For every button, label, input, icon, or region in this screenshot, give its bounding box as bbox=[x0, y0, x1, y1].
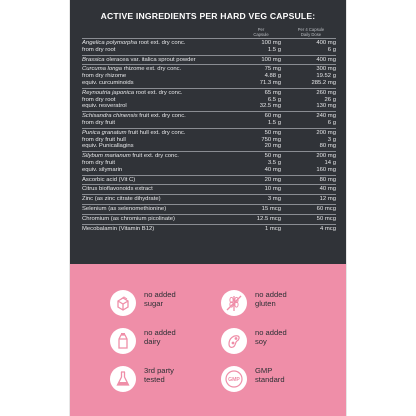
ingredient-row bbox=[82, 204, 336, 214]
claim-no-sugar bbox=[110, 288, 230, 328]
soy-bean-icon bbox=[221, 328, 247, 354]
claim-no-gluten bbox=[221, 288, 341, 328]
per-capsule-value: 15 mcg bbox=[261, 205, 281, 212]
ingredient-name bbox=[82, 47, 115, 54]
ingredient-row bbox=[82, 214, 336, 224]
ingredient-name bbox=[82, 80, 134, 87]
ingredient-line bbox=[82, 167, 336, 174]
ingredient-description: fruit hull ext. dry conc. bbox=[126, 129, 186, 136]
ingredient-description: fruit ext. dry conc. bbox=[137, 113, 186, 120]
botanical-name: Curcuma longa bbox=[82, 66, 122, 73]
ingredient-row bbox=[82, 224, 336, 234]
claim-line2: standard bbox=[255, 374, 285, 384]
claim-line1: no added bbox=[255, 328, 287, 337]
ingredient-row bbox=[82, 55, 336, 65]
per-capsule-value: 50 mg bbox=[264, 153, 281, 160]
ingredient-name bbox=[82, 153, 179, 160]
ingredient-line bbox=[82, 80, 336, 87]
supplement-box-panel bbox=[70, 0, 346, 416]
claim-line1: no added bbox=[144, 328, 176, 337]
ingredient-line bbox=[82, 113, 336, 120]
ingredient-row bbox=[82, 64, 336, 87]
daily-dose-value: 26 g bbox=[324, 96, 336, 103]
ingredient-description: Mecobalamin (Vitamin B12) bbox=[82, 225, 155, 232]
claim-line2: gluten bbox=[255, 298, 276, 308]
ingredient-name bbox=[82, 97, 115, 104]
ingredient-description: from dry rhizome bbox=[82, 73, 127, 80]
claim-third-party-tested bbox=[110, 364, 230, 404]
ingredient-line bbox=[82, 206, 336, 213]
per-capsule-value: 1.5 g bbox=[267, 46, 281, 53]
sugar-cube-icon bbox=[110, 290, 136, 316]
ingredient-description: equiv. curcuminoids bbox=[82, 79, 134, 86]
claim-line1: no added bbox=[255, 290, 287, 299]
ingredient-name bbox=[82, 226, 154, 233]
botanical-name: Reynoutria japonica bbox=[82, 89, 135, 96]
ingredient-row bbox=[82, 184, 336, 194]
per-capsule-value: 3.5 g bbox=[267, 159, 281, 166]
per-capsule-value: 50 mg bbox=[264, 129, 281, 136]
ingredient-name bbox=[82, 120, 115, 127]
ingredient-name bbox=[82, 113, 186, 120]
daily-dose-value: 200 mg bbox=[316, 153, 336, 160]
ingredient-name bbox=[82, 186, 153, 193]
ingredient-line bbox=[82, 216, 336, 223]
per-capsule-value: 65 mg bbox=[264, 89, 281, 96]
per-capsule-value: 12.5 mcg bbox=[256, 215, 281, 222]
daily-dose-value: 6 g bbox=[327, 119, 336, 126]
ingredient-description: Citrus bioflavonoids extract bbox=[82, 186, 153, 193]
per-capsule-value: 1 mcg bbox=[264, 225, 281, 232]
wheat-icon bbox=[221, 290, 247, 316]
claim-line2: soy bbox=[255, 336, 267, 346]
daily-dose-value: 285.2 mg bbox=[311, 79, 336, 86]
per-capsule-value: 4.88 g bbox=[264, 73, 281, 80]
ingredient-name bbox=[82, 57, 196, 64]
ingredient-line bbox=[82, 103, 336, 110]
per-capsule-value: 100 mg bbox=[261, 40, 281, 46]
claim-line1: 3rd party bbox=[144, 366, 174, 375]
ingredient-description: Selenium (as selenomethionine) bbox=[82, 205, 167, 212]
ingredient-description: from dry fruit bbox=[82, 159, 116, 166]
botanical-name: Brassica bbox=[82, 56, 105, 63]
daily-dose-value: 6 g bbox=[327, 46, 336, 53]
ingredient-description: from dry root bbox=[82, 46, 116, 53]
ingredient-row bbox=[82, 88, 336, 111]
per-capsule-value: 3 mg bbox=[267, 196, 281, 203]
per-capsule-value: 20 mg bbox=[264, 176, 281, 183]
ingredient-description: from dry fruit hull bbox=[82, 136, 126, 143]
ingredient-line bbox=[82, 177, 336, 184]
milk-carton-icon bbox=[110, 328, 136, 354]
daily-dose-value: 400 mg bbox=[316, 40, 336, 46]
daily-dose-value: 60 mcg bbox=[316, 205, 336, 212]
claim-line1: no added bbox=[144, 290, 176, 299]
ingredient-row bbox=[82, 38, 336, 55]
daily-dose-value: 240 mg bbox=[316, 113, 336, 120]
daily-dose-value: 130 mg bbox=[316, 103, 336, 110]
ingredient-name bbox=[82, 167, 122, 174]
ingredient-description: root ext. dry conc. bbox=[134, 89, 183, 96]
ingredient-description: root ext. dry conc. bbox=[137, 40, 186, 46]
daily-dose-value: 4 mcg bbox=[319, 225, 336, 232]
ingredient-name bbox=[82, 66, 181, 73]
ingredient-line bbox=[82, 120, 336, 127]
ingredient-name bbox=[82, 137, 126, 144]
per-capsule-value: 75 mg bbox=[264, 66, 281, 73]
ingredient-description: equiv. resveratrol bbox=[82, 103, 127, 110]
claims-panel bbox=[70, 264, 346, 416]
ingredient-name bbox=[82, 216, 175, 223]
ingredient-description: rhizome ext. dry conc. bbox=[121, 66, 182, 73]
daily-dose-value: 80 mg bbox=[319, 143, 336, 150]
ingredient-line bbox=[82, 90, 336, 97]
daily-dose-value: 19.52 g bbox=[316, 73, 336, 80]
daily-dose-value: 40 mg bbox=[319, 186, 336, 193]
ingredient-row bbox=[82, 128, 336, 151]
ingredient-description: from dry fruit bbox=[82, 119, 116, 126]
ingredients-panel bbox=[70, 0, 346, 264]
daily-dose-value: 3 g bbox=[327, 136, 336, 143]
claim-line1: GMP bbox=[255, 366, 273, 375]
ingredient-description: Zinc (as zinc citrate dihydrate) bbox=[82, 196, 161, 203]
per-capsule-value: 6.5 g bbox=[267, 96, 281, 103]
per-capsule-value: 1.5 g bbox=[267, 119, 281, 126]
ingredient-line bbox=[82, 66, 336, 73]
daily-dose-value: 80 mg bbox=[319, 176, 336, 183]
ingredient-line bbox=[82, 57, 336, 64]
per-capsule-value: 20 mg bbox=[264, 143, 281, 150]
daily-dose-value: 260 mg bbox=[316, 89, 336, 96]
daily-dose-value: 14 g bbox=[324, 159, 336, 166]
ingredient-row bbox=[82, 151, 336, 174]
per-capsule-value: 10 mg bbox=[264, 186, 281, 193]
claim-line2: sugar bbox=[144, 298, 163, 308]
ingredient-line bbox=[82, 73, 336, 80]
ingredient-description: fruit ext. dry conc. bbox=[130, 153, 179, 160]
ingredient-description: oleracea var. italica sprout powder bbox=[104, 56, 196, 63]
per-capsule-header: Per Capsule bbox=[253, 27, 269, 37]
ingredient-row bbox=[82, 111, 336, 128]
ingredient-line bbox=[82, 143, 336, 150]
ingredient-row bbox=[82, 194, 336, 204]
per-capsule-value: 100 mg bbox=[261, 56, 281, 63]
ingredient-name bbox=[82, 160, 115, 167]
ingredient-name bbox=[82, 103, 127, 110]
ingredient-line bbox=[82, 196, 336, 203]
claim-no-dairy bbox=[110, 326, 230, 366]
ingredient-name bbox=[82, 143, 134, 150]
ingredient-description: equiv. Punicallagins bbox=[82, 143, 134, 150]
botanical-name: Silybum marianum bbox=[82, 153, 131, 160]
botanical-name: Punica granatum bbox=[82, 129, 127, 136]
daily-dose-value: 12 mg bbox=[319, 196, 336, 203]
claim-gmp-standard bbox=[221, 364, 341, 404]
per-capsule-value: 60 mg bbox=[264, 113, 281, 120]
ingredient-line bbox=[82, 47, 336, 54]
daily-dose-value: 160 mg bbox=[316, 166, 336, 173]
ingredient-description: Chromium (as chromium picolinate) bbox=[82, 215, 175, 222]
daily-dose-value: 50 mcg bbox=[316, 215, 336, 222]
ingredient-line bbox=[82, 226, 336, 233]
daily-dose-value: 400 mg bbox=[316, 56, 336, 63]
ingredient-line bbox=[82, 97, 336, 104]
ingredient-line bbox=[82, 130, 336, 137]
ingredient-name bbox=[82, 90, 183, 97]
ingredient-name bbox=[82, 196, 161, 203]
claim-line2: tested bbox=[144, 374, 165, 384]
ingredients-title: ACTIVE INGREDIENTS PER HARD VEG CAPSULE: bbox=[100, 11, 316, 21]
claim-line2: dairy bbox=[144, 336, 161, 346]
daily-dose-header: Per 4 Capsule Daily Dose bbox=[297, 27, 325, 37]
ingredient-description: equiv. silymarin bbox=[82, 166, 123, 173]
gmp-seal-icon bbox=[221, 366, 247, 392]
claim-no-soy bbox=[221, 326, 341, 366]
daily-dose-value: 200 mg bbox=[316, 129, 336, 136]
botanical-name: Schisandra chinensis bbox=[82, 113, 138, 120]
per-capsule-value: 40 mg bbox=[264, 166, 281, 173]
per-capsule-value: 750 mg bbox=[261, 136, 281, 143]
ingredient-description: from dry root bbox=[82, 96, 116, 103]
ingredient-row bbox=[82, 175, 336, 185]
ingredient-line bbox=[82, 137, 336, 144]
ingredient-name bbox=[82, 177, 135, 184]
per-capsule-value: 32.5 mg bbox=[259, 103, 281, 110]
ingredient-line bbox=[82, 40, 336, 47]
per-capsule-value: 71.3 mg bbox=[259, 79, 281, 86]
daily-dose-value: 300 mg bbox=[316, 66, 336, 73]
ingredient-name bbox=[82, 40, 185, 47]
ingredient-line bbox=[82, 186, 336, 193]
ingredient-line bbox=[82, 153, 336, 160]
ingredient-line bbox=[82, 160, 336, 167]
ingredient-name bbox=[82, 73, 126, 80]
ingredient-name bbox=[82, 130, 185, 137]
botanical-name: Angelica polymorpha bbox=[82, 40, 138, 46]
ingredient-name bbox=[82, 206, 166, 213]
ingredients-table bbox=[82, 38, 336, 233]
ingredient-description: Ascorbic acid (Vit C) bbox=[82, 176, 136, 183]
flask-icon bbox=[110, 366, 136, 392]
svg-text:GMP: GMP bbox=[228, 377, 240, 383]
